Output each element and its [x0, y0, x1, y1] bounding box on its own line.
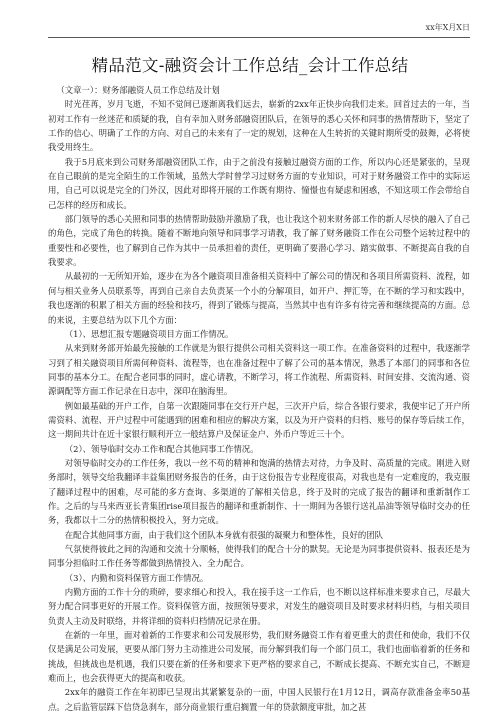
section-heading: （2）、领导临时交办工作和配合其他同事工作情况。: [64, 443, 259, 454]
paragraph: 我于5月底来到公司财务部融资团队工作，由于之前没有接触过融资方面的工作，所以内心还是紧张的，呈现在自己眼前的是完全陌生的工作领域，虽然大学时曾学习过财务方面的专业知识，可对于财务融资工作中的实际运用，自己可以说是完全的门外汉，因此对即将开展的工作既有期待、憧憬也有疑虑和困惑，不知这项工作会带给自己怎样的经历和成长。: [48, 156, 470, 210]
header-rule: [48, 37, 470, 38]
paragraph: 在新的一年里，面对着新的工作要求和公司发展形势，我们财务融资工作有着更重大的责任和使命，我们不仅仅是满足公司发展，更要从部门努力主动推进公司发展，而分解到我们每一个部门员工，我们也面临着新的任务和挑战，但挑战也是机遇，我们只要在新的任务和要求下更严格的要求自己，不断成长提高、不断充实自己，不断迎难而上，也会获得更大的提高和收获。: [48, 630, 470, 684]
date-line: xx年X月X日: [425, 23, 470, 32]
paragraph: 从来到财务部开始最先接触的工作就是为银行提供公司相关资料这一项工作。在准备资料的过程中，我逐渐学习到了相关融资项目所需何种资料、流程等，也在准备过程中了解了公司的基本情况，熟悉了本部门的同事和各位同事的基本分工。在配合老同事的同时，虚心请教，不断学习，将工作流程、所需资料、时间安排、交流沟通、资源调配等方面工作记录在日志中，深印在脑海里。: [48, 343, 470, 397]
page-title: 精品范文-融资会计工作总结_会计工作总结: [91, 56, 409, 75]
paragraph: 时光荏苒，岁月飞逝，不知不觉间已逐渐离我们远去，崭新的2xx年正快步向我们走来。回首过去的一年，当初对工作有一丝迷茫和质疑的我，自有幸加入财务部融资团队后，在领导的悉心关怀和同事的热情帮助下，坚定了工作的信心、明确了工作的方向、对自己的未来有了一定的规划，这种在人生转折的关键时期所受的鼓舞，必将使我受用终生。: [48, 99, 470, 153]
paragraph: 气氛使得彼此之间的沟通和交流十分顺畅，使得我们的配合十分的默契。无论是为同事提供资料、报表还是为同事分担临时工作任务等都做到热情投入、全力配合。: [48, 544, 470, 569]
paragraph: 从最初的一无所知开始，逐步在为各个融资项目准备相关资料中了解公司的情况和各项目所需资料、流程，如何与相关业务人员联系等，再到自己亲自去负责某一个小的分解项目，如开户、押汇等，在不断的学习和实践中，我也逐渐的积累了相关方面的经验和技巧，得到了锻炼与提高，当然其中也有许多有待完善和继续提高的方面。总的来说，主要总结为以下几个方面：: [48, 271, 470, 325]
document-body: [48, 83, 470, 714]
section-heading: （3）、内勤和资料保管方面工作情况。: [64, 572, 209, 583]
paragraph: 内勤方面的工作十分的琐碎，要求细心和投入，我在接手这一工作后，也不断以这样标准来要求自己，尽最大努力配合同事更好的开展工作。资料保管方面，按照领导要求，对发生的融资项目及时要求材料归档，与相关项目负责人主动及时联络，并将详细的资料归档情况记录在册。: [48, 587, 470, 626]
paragraph: 2xx年的融资工作在年初即已呈现出其紧繁复杂的一面，中国人民银行在1月12日，调高存款准备金率50基点。之后监管层踩下信贷急刹车，部分商业银行重启搁置一年的贷款额度审批，加之甚: [48, 687, 470, 712]
paragraph: 对领导临时交办的工作任务，我以一丝不苟的精神和饱满的热情去对待，力争及时、高质量的完成。刚进入财务部时，领导交给我翻译丰益集团财务报告的任务，由于这份报告专业程度很高，对我也是有一定难度的，我克服了翻译过程中的困难，尽可能的多方查询、多渠道的了解相关信息，终于及时的完成了报告的翻译和重新制作工作。之后的与马来西亚长青集团rise项目报告的翻译和重新制作、十一期间为各银行送礼品油等领导临时交办的任务，我都以十二分的热情积极投入，努力完成。: [48, 457, 470, 526]
section-heading: （1）、思想汇报专题融资项目方面工作情况。: [64, 328, 234, 339]
paragraph: 在配合其他同事方面，由于我们这个团队本身就有很强的凝聚力和整体性，良好的团队: [64, 529, 384, 540]
paragraph: 例如最基础的开户工作，自第一次跟随同事在交行开户起，三次开户后，综合各银行要求，我便牢记了开户所需资料、流程、开户过程中可能遇到的困难和相应的解决方案，以及为开户资料的归档、账号的保存等后续工作，这一期间共计在近十家银行顺利开立一般结算户及保证金户、外币户等近三十个。: [48, 400, 470, 440]
article-source: （文章一）：财务部融资人员工作总结及计划: [56, 85, 220, 95]
paragraph: 部门领导的悉心关照和同事的热情帮助鼓励并激励了我，也让我这个初来财务部工作的新人尽快的融入了自己的角色，完成了角色的转换。随着不断地向领导和同事学习请教，我了解了财务融资工作在公司整个运转过程中的重要性和必要性，也了解到自己作为其中一员承担着的责任，更明确了要潜心学习、踏实做事、不断提高自我的自我要求。: [48, 214, 470, 268]
